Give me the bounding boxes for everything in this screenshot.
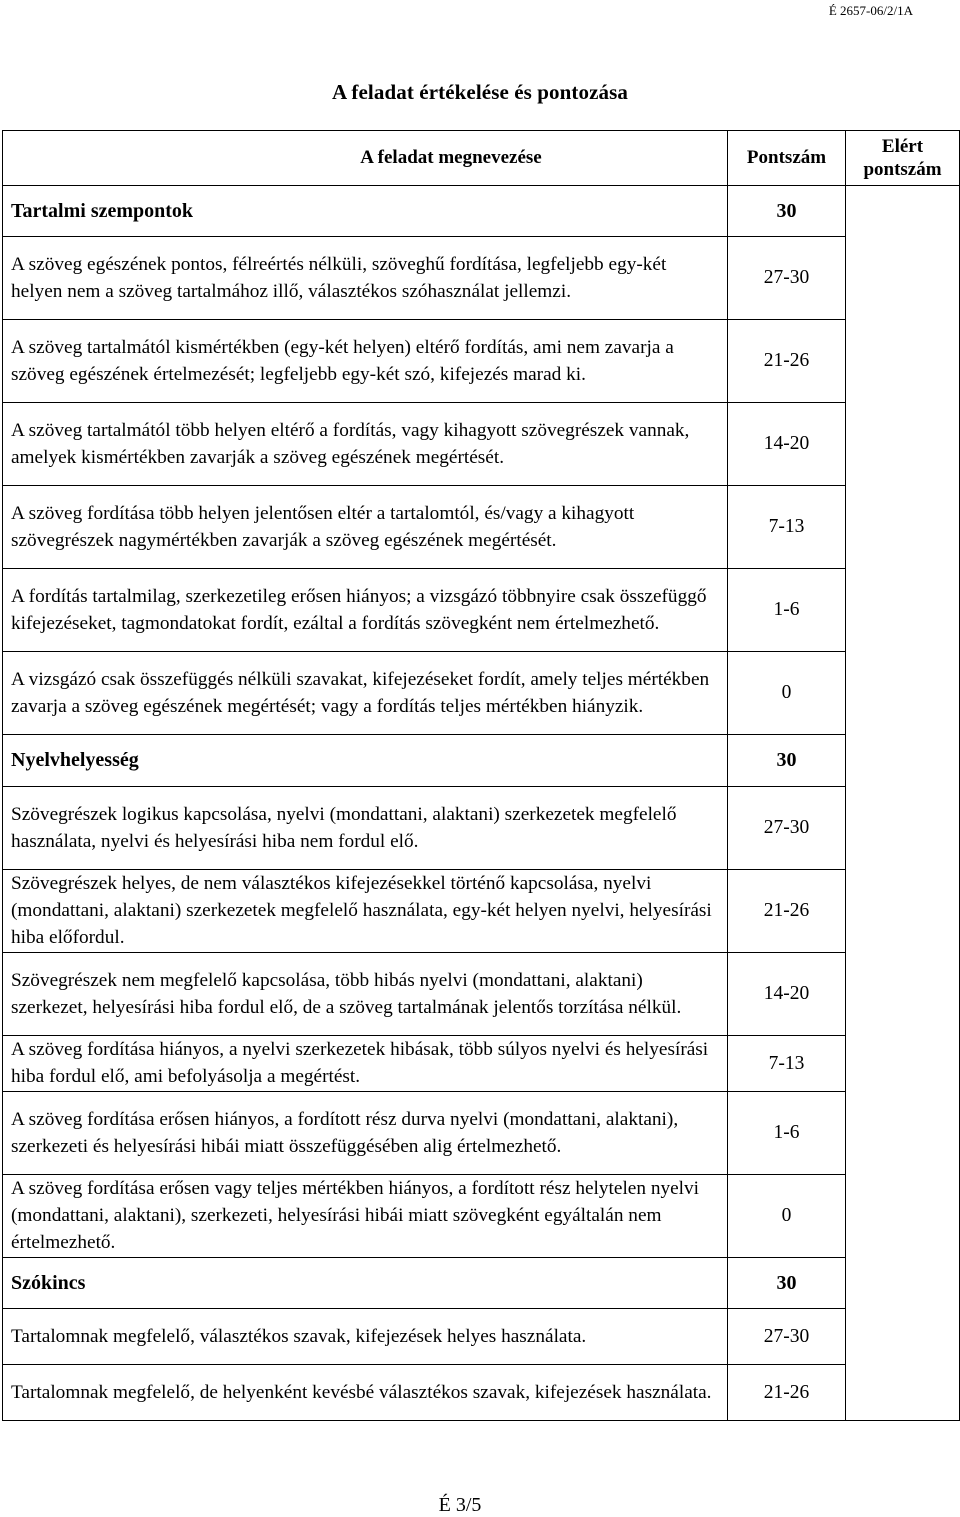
criterion-row: [3, 320, 960, 403]
section-max-points: 30: [728, 186, 846, 237]
criterion-row: [3, 1092, 960, 1175]
achieved-points-cell: [846, 953, 960, 1036]
achieved-points-cell: [846, 486, 960, 569]
criterion-row: [3, 1309, 960, 1365]
criterion-points: 1-6: [728, 569, 846, 652]
achieved-points-cell: [846, 403, 960, 486]
criterion-text: Tartalomnak megfelelő, választékos szavak, kifejezések helyes használata.: [3, 1309, 728, 1365]
criterion-row: [3, 870, 960, 953]
section-title: Tartalmi szempontok: [3, 186, 728, 237]
page-title: A feladat értékelése és pontozása: [331, 80, 629, 104]
achieved-points-cell: [846, 735, 960, 787]
section-title: Nyelvhelyesség: [3, 735, 728, 787]
criterion-row: [3, 1175, 960, 1258]
criterion-text: Szövegrészek nem megfelelő kapcsolása, több hibás nyelvi (mondattani, alaktani) szerkezet, helyesírási hiba fordul elő, de a szöveg tartalmának jelentős torzítása nélkül.: [3, 953, 728, 1036]
criterion-text: A szöveg tartalmától kismértékben (egy-két helyen) eltérő fordítás, ami nem zavarja a szöveg egészének értelmezését; legfeljebb egy-két szó, kifejezés marad ki.: [3, 320, 728, 403]
criterion-text: Szövegrészek logikus kapcsolása, nyelvi (mondattani, alaktani) szerkezetek megfelelő használata, nyelvi és helyesírási hiba nem fordul elő.: [3, 787, 728, 870]
section-title: Szókincs: [3, 1258, 728, 1309]
achieved-points-cell: [846, 787, 960, 870]
criterion-row: [3, 1036, 960, 1092]
achieved-points-cell: [846, 320, 960, 403]
achieved-points-cell: [846, 1036, 960, 1092]
criterion-text: Tartalomnak megfelelő, de helyenként kevésbé választékos szavak, kifejezések használata.: [3, 1365, 728, 1421]
header-achieved-points: Elért pontszám: [846, 131, 960, 186]
achieved-points-cell: [846, 186, 960, 237]
criterion-text: A vizsgázó csak összefüggés nélküli szavakat, kifejezéseket fordít, amely teljes mértékben zavarja a szöveg egészének megértését; vagy a fordítás teljes mértékben hiányzik.: [3, 652, 728, 735]
header-points: Pontszám: [728, 131, 846, 186]
criterion-text: A szöveg fordítása hiányos, a nyelvi szerkezetek hibásak, több súlyos nyelvi és helyesírási hiba fordul elő, ami befolyásolja a megértést.: [3, 1036, 728, 1092]
section-header-row: [3, 1258, 960, 1309]
achieved-points-cell: [846, 1258, 960, 1309]
criterion-points: 0: [728, 652, 846, 735]
criterion-row: [3, 787, 960, 870]
section-header-row: [3, 735, 960, 787]
achieved-points-cell: [846, 1309, 960, 1365]
section-max-points: 30: [728, 735, 846, 787]
criterion-text: A szöveg tartalmától több helyen eltérő a fordítás, vagy kihagyott szövegrészek vannak, amelyek kismértékben zavarják a szöveg egészének megértését.: [3, 403, 728, 486]
criterion-row: [3, 237, 960, 320]
criterion-points: 27-30: [728, 237, 846, 320]
criterion-points: 14-20: [728, 953, 846, 1036]
achieved-points-cell: [846, 652, 960, 735]
achieved-points-cell: [846, 1175, 960, 1258]
criterion-points: 21-26: [728, 320, 846, 403]
achieved-points-cell: [846, 1365, 960, 1421]
scoring-table: [2, 130, 960, 1421]
section-header-row: [3, 186, 960, 237]
criterion-row: [3, 486, 960, 569]
criterion-row: [3, 403, 960, 486]
table-header-row: [3, 131, 960, 186]
criterion-row: [3, 652, 960, 735]
criterion-points: 21-26: [728, 1365, 846, 1421]
criterion-text: Szövegrészek helyes, de nem választékos kifejezésekkel történő kapcsolása, nyelvi (mondattani, alaktani) szerkezetek megfelelő használata, egy-két helyen nyelvi, helyesírási hiba előfordul.: [3, 870, 728, 953]
criterion-points: 0: [728, 1175, 846, 1258]
criterion-points: 1-6: [728, 1092, 846, 1175]
achieved-points-cell: [846, 237, 960, 320]
criterion-points: 27-30: [728, 1309, 846, 1365]
section-max-points: 30: [728, 1258, 846, 1309]
criterion-text: A szöveg fordítása több helyen jelentősen eltér a tartalomtól, és/vagy a kihagyott szövegrészek nagymértékben zavarják a szöveg egészének megértését.: [3, 486, 728, 569]
criterion-points: 21-26: [728, 870, 846, 953]
criterion-points: 27-30: [728, 787, 846, 870]
achieved-points-cell: [846, 1092, 960, 1175]
achieved-points-cell: [846, 569, 960, 652]
header-task-name: A feladat megnevezése: [3, 131, 728, 186]
criterion-row: [3, 569, 960, 652]
criterion-text: A szöveg egészének pontos, félreértés nélküli, szöveghű fordítása, legfeljebb egy-két helyen nem a szöveg tartalmához illő, választékos szóhasználat jellemzi.: [3, 237, 728, 320]
page-identifier: É 2657-06/2/1A: [828, 3, 913, 18]
criterion-text: A szöveg fordítása erősen hiányos, a fordított rész durva nyelvi (mondattani, alaktani), szerkezeti és helyesírási hibái miatt összefüggésében alig értelmezhető.: [3, 1092, 728, 1175]
criterion-points: 7-13: [728, 1036, 846, 1092]
achieved-points-cell: [846, 870, 960, 953]
page-footer: É 3/5: [438, 1494, 482, 1516]
criterion-row: [3, 953, 960, 1036]
criterion-text: A szöveg fordítása erősen vagy teljes mértékben hiányos, a fordított rész helytelen nyelvi (mondattani, alaktani), szerkezeti, helyesírási hibái miatt szövegként egyáltalán nem értelmezhető.: [3, 1175, 728, 1258]
criterion-text: A fordítás tartalmilag, szerkezetileg erősen hiányos; a vizsgázó többnyire csak összefüggő kifejezéseket, tagmondatokat fordít, ezáltal a fordítás szövegként nem értelmezhető.: [3, 569, 728, 652]
criterion-points: 14-20: [728, 403, 846, 486]
criterion-points: 7-13: [728, 486, 846, 569]
criterion-row: [3, 1365, 960, 1421]
